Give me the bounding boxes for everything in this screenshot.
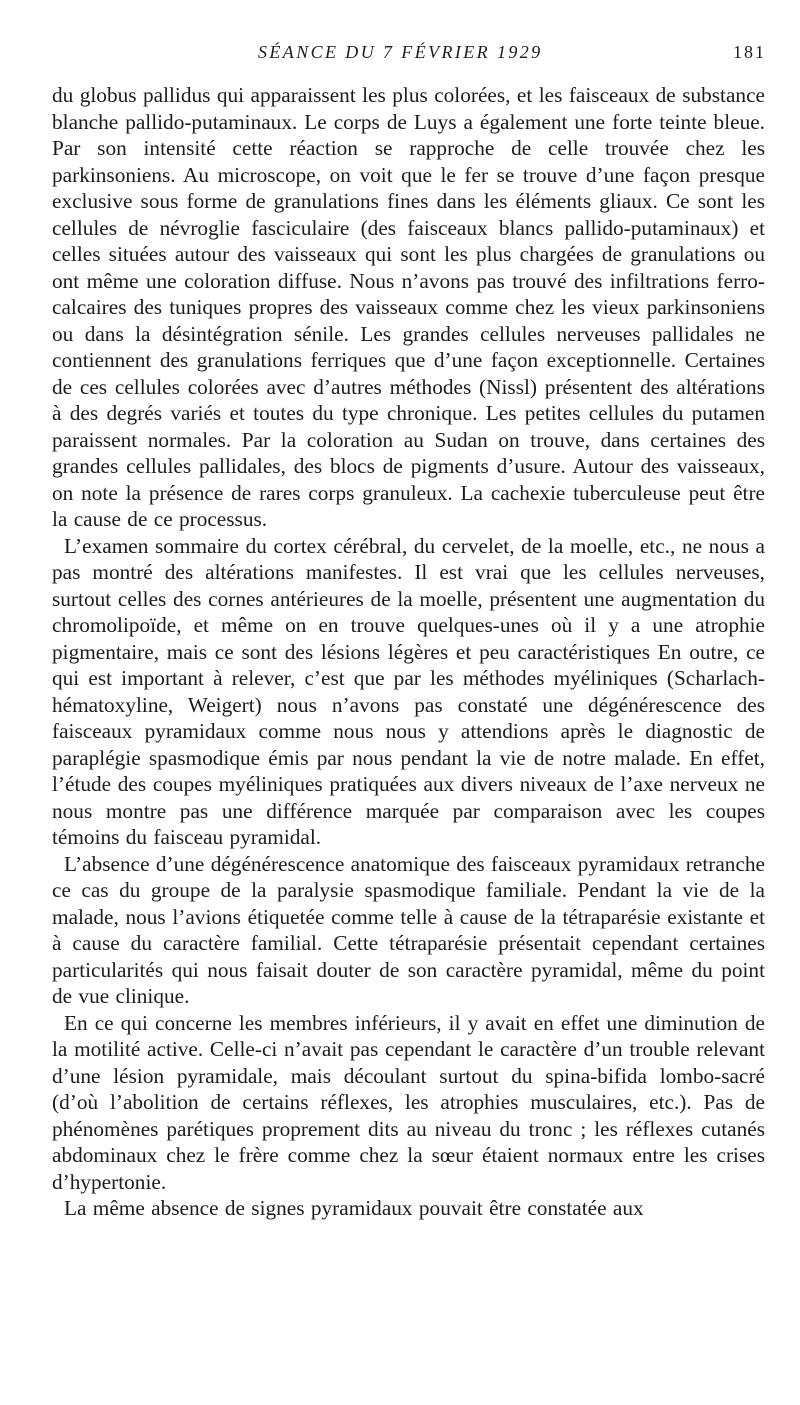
running-head: SÉANCE DU 7 FÉVRIER 1929 bbox=[258, 42, 543, 62]
body-text bbox=[52, 82, 765, 1222]
paragraph: L’absence d’une dégénérescence anatomique des faisceaux pyramidaux retranche ce cas du groupe de la paralysie spasmodique familiale. Pendant la vie de la malade, nous l’avions étiquetée comme telle à cause de la tétraparésie existante et à cause du caractère familial. Cette tétraparésie présentait cependant certaines particularités qui nous faisait douter de son caractère pyramidal, même du point de vue clinique. bbox=[52, 851, 765, 1008]
paragraph: L’examen sommaire du cortex cérébral, du cervelet, de la moelle, etc., ne nous a pas montré des altérations manifestes. Il est vrai que les cellules nerveuses, surtout celles des cornes antérieures de la moelle, présentent une augmentation du chromolipoïde, et même on en trouve quelques-unes où il y a une atrophie pigmentaire, mais ce sont des lésions légères et peu caractéristiques En outre, ce qui est important à relever, c’est que par les méthodes myéliniques (Scharlach-hématoxyline, Weigert) nous n’avons pas constaté une dégénérescence des faisceaux pyramidaux comme nous nous y attendions après le diagnostic de paraplégie spasmodique émis par nous pendant la vie de notre malade. En effet, l’étude des coupes myéliniques pratiquées aux divers niveaux de l’axe nerveux ne nous montre pas une différence marquée par comparaison avec les coupes témoins du faisceau pyramidal. bbox=[52, 533, 765, 849]
paragraph: En ce qui concerne les membres inférieurs, il y avait en effet une diminution de la motilité active. Celle-ci n’avait pas cependant le caractère d’un trouble relevant d’une lésion pyramidale, mais découlant surtout du spina-bifida lombo-sacré (d’où l’abolition de certains réflexes, les atrophies musculaires, etc.). Pas de phénomènes parétiques proprement dits au niveau du tronc ; les réflexes cutanés abdominaux chez le frère comme chez la sœur étaient normaux entre les crises d’hypertonie. bbox=[52, 1010, 765, 1194]
page-number: 181 bbox=[733, 42, 766, 62]
paragraph: La même absence de signes pyramidaux pouvait être constatée aux bbox=[64, 1196, 644, 1220]
paragraph: du globus pallidus qui apparaissent les plus colorées, et les faisceaux de substance blanche pallido-putaminaux. Le corps de Luys a également une forte teinte bleue. Par son intensité cette réaction se rapproche de celle trouvée chez les parkinsoniens. Au microscope, on voit que le fer se trouve d’une façon presque exclusive sous forme de granulations fines dans les éléments gliaux. Ce sont les cellules de névroglie fasciculaire (des faisceaux blancs pallido-putaminaux) et celles situées autour des vaisseaux qui sont les plus chargées de granulations ou ont même une coloration diffuse. Nous n’avons pas trouvé des infiltrations ferro-calcaires des tuniques propres des vaisseaux comme chez les vieux parkinsoniens ou dans la désintégration sénile. Les grandes cellules nerveuses pallidales ne contiennent des granulations ferriques que d’une façon exceptionnelle. Certaines de ces cellules colorées avec d’autres méthodes (Nissl) présentent des altérations à des degrés variés et toutes du type chronique. Les petites cellules du putamen paraissent normales. Par la coloration au Sudan on trouve, dans certaines des grandes cellules pallidales, des blocs de pigments d’usure. Autour des vaisseaux, on note la présence de rares corps granuleux. La cachexie tuberculeuse peut être la cause de ce processus. bbox=[52, 83, 765, 531]
page-header bbox=[258, 42, 766, 66]
